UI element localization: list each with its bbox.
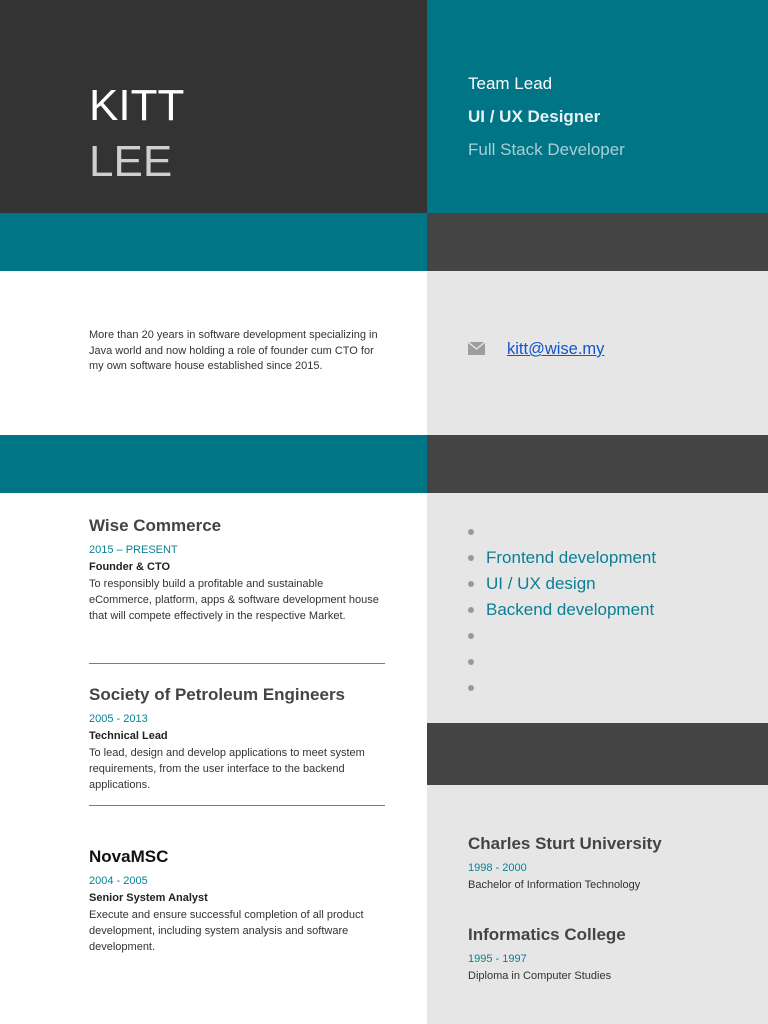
bullet-icon [468, 581, 474, 587]
skill-label: UI / UX design [486, 574, 596, 593]
education-dates: 1998 - 2000 [468, 862, 527, 874]
education-degree: Bachelor of Information Technology [468, 879, 641, 891]
skill-item [468, 597, 656, 623]
education-section-band [427, 723, 768, 785]
experience-item [89, 684, 389, 793]
education-item [468, 833, 748, 892]
contact-section-band [427, 213, 768, 271]
education-degree: Diploma in Computer Studies [468, 970, 612, 982]
bullet-icon [468, 607, 474, 613]
job-dates: 2005 - 2013 [89, 713, 148, 725]
experience-divider [89, 663, 385, 664]
bullet-icon [468, 633, 474, 639]
experience-item [89, 515, 389, 624]
job-title: Technical Lead [89, 730, 168, 742]
job-title: Senior System Analyst [89, 892, 208, 904]
job-company: Society of Petroleum Engineers [89, 685, 346, 704]
skill-item [468, 623, 656, 649]
summary-section-band [0, 213, 427, 271]
skill-label: Backend development [486, 600, 655, 619]
job-dates: 2015 – PRESENT [89, 544, 178, 556]
name-header-block [0, 0, 427, 213]
skills-list [468, 519, 656, 701]
skill-item [468, 571, 656, 597]
education-dates: 1995 - 1997 [468, 953, 527, 965]
last-name: LEE [89, 137, 173, 186]
education-school: Informatics College [468, 925, 626, 944]
bullet-icon [468, 555, 474, 561]
skill-item [468, 545, 656, 571]
skill-item [468, 675, 656, 701]
bullet-icon [468, 659, 474, 665]
role-full-stack-developer: Full Stack Developer [468, 140, 625, 159]
bullet-icon [468, 529, 474, 535]
job-description: To responsibly build a profitable and sustainable eCommerce, platform, apps & software development house that will compete effectively in the respective Market. [89, 578, 379, 622]
job-company: Wise Commerce [89, 516, 222, 535]
profile-summary: More than 20 years in software development specializing in Java world and now holding a role of founder cum CTO for my own software house established since 2015. [89, 329, 378, 372]
bullet-icon [468, 685, 474, 691]
skill-item [468, 519, 656, 545]
role-ui-ux-designer: UI / UX Designer [468, 107, 601, 126]
job-title: Founder & CTO [89, 561, 171, 573]
first-name: KITT [89, 81, 185, 130]
skill-label: Frontend development [486, 548, 657, 567]
job-description: Execute and ensure successful completion of all product development, including system analysis and software development. [89, 909, 364, 953]
education-school: Charles Sturt University [468, 834, 662, 853]
role-team-lead: Team Lead [468, 74, 553, 93]
job-company: NovaMSC [89, 847, 169, 866]
education-item [468, 924, 748, 983]
skills-section-band [427, 435, 768, 493]
job-dates: 2004 - 2005 [89, 875, 148, 887]
experience-item [89, 846, 389, 955]
job-description: To lead, design and develop applications to meet system requirements, from the user interface to the backend applications. [89, 747, 365, 791]
envelope-icon [468, 342, 485, 355]
experience-section-band [0, 435, 427, 493]
skill-item [468, 649, 656, 675]
experience-divider [89, 805, 385, 806]
email-link[interactable]: kitt@wise.my [507, 340, 605, 358]
